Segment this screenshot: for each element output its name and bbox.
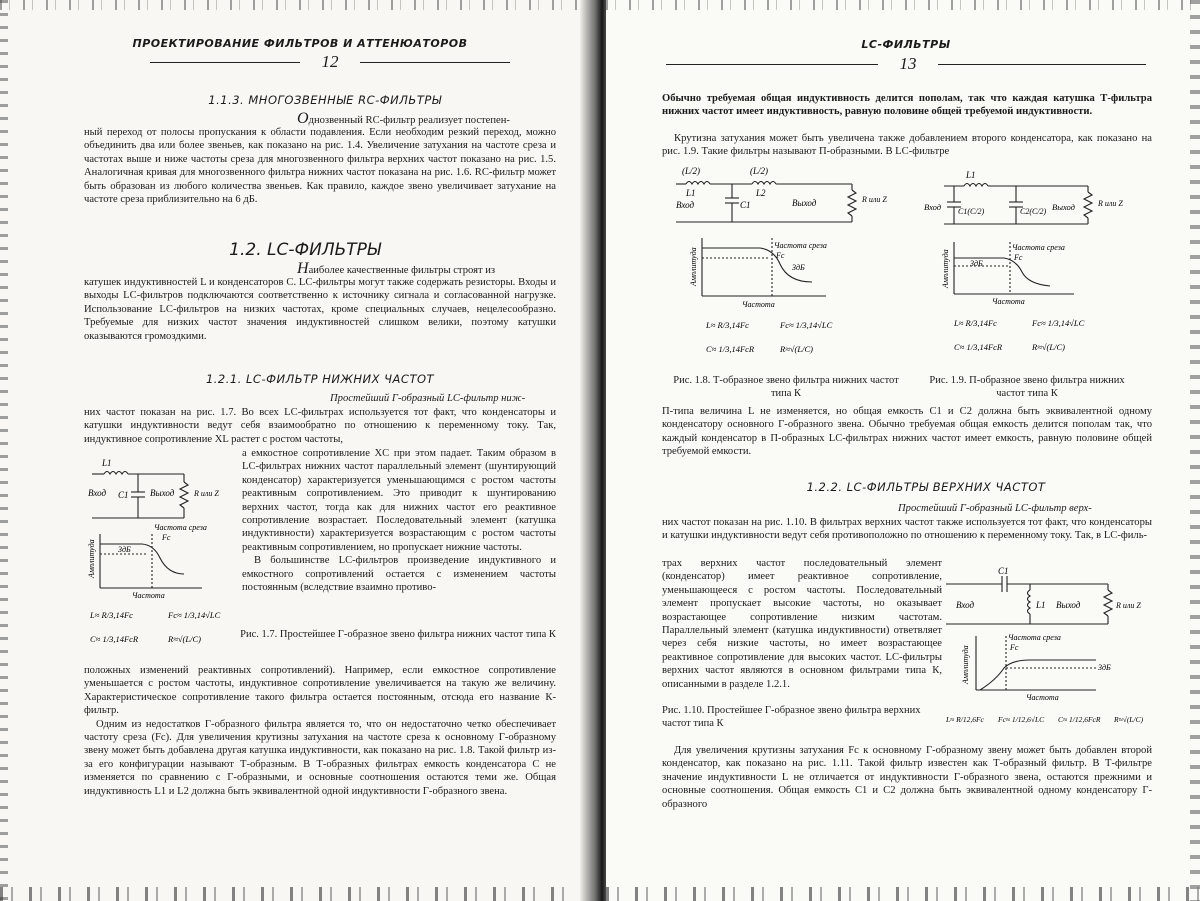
- paragraph-1-2: [84, 276, 556, 343]
- label-l1: L1: [966, 170, 976, 180]
- formula-r: R≈√(L/C): [1114, 715, 1144, 724]
- axis-amplitude: Амплитуда: [689, 247, 698, 286]
- label-output: Выход: [1056, 600, 1081, 610]
- label-3db: 3дБ: [1098, 663, 1111, 672]
- label-fc: Fc: [1014, 253, 1023, 262]
- label-input: Вход: [88, 488, 107, 498]
- caption-fig-1-9: Рис. 1.9. П-образное звено фильтра нижних частот типа К: [929, 375, 1125, 399]
- formula-l: L≈ R/3,14Fc: [706, 320, 749, 330]
- folio-row: [666, 56, 1146, 72]
- left-page: [0, 0, 598, 901]
- paragraph: [898, 502, 1152, 515]
- text-run: Обычно требуемая общая индуктивность делится пополам, так что каждая катушка Т-фильтра нижних частот имеет индуктивность, равную половине общей требуемой индуктивности.: [662, 93, 1152, 118]
- scan-edge-left: [0, 0, 8, 901]
- folio-rule: [938, 64, 1146, 65]
- label-c1: C1: [998, 566, 1009, 576]
- running-head: ПРОЕКТИРОВАНИЕ ФИЛЬТРОВ И АТТЕНЮАТОРОВ: [132, 37, 468, 50]
- formula-fc: Fc≈ 1/12,6√LC: [998, 715, 1045, 724]
- formula-r: R≈√(L/C): [1032, 342, 1065, 352]
- label-c1: C1: [740, 200, 751, 210]
- text-run: них частот показан на рис. 1.10. В фильтрах верхних частот также используется тот факт, что конденсаторы и катушки индуктивности ведут себя противоположно по отношению к переменному току. Так, в LC-филь-: [662, 517, 1152, 542]
- figure-1-8: [676, 162, 916, 377]
- section-heading-1-2-2: 1.2.2. LC-ФИЛЬТРЫ ВЕРХНИХ ЧАСТОТ: [806, 480, 1046, 494]
- text-run: положных изменений реактивных сопротивлений). Например, если емкостное сопротивление уменьшается с ростом частоты, индуктивное сопротивление увеличивается на такую же величину. Характеристическое сопротивление такого фильтра остается постоянным, отсюда его название К-фильтр.: [84, 665, 556, 717]
- text-run: катушек индуктивностей L и конденсаторов C. LC-фильтры могут также содержать резисторы. Входы и выходы LC-фильтров подключаются соответственно к источнику сигнала и согласованной нагрузке. Использование LC-фильтров на низких частотах, кроме специальных случаев, нецелесообразно. Требуемые для низких частот значения индуктивностей слишком велики, поэтому катушки оказываются громоздкими.: [84, 277, 556, 342]
- label-output: Выход: [1052, 202, 1075, 212]
- label-rz: R или Z: [1116, 601, 1141, 610]
- text-run: них частот показан на рис. 1.7. Во всех LC-фильтрах используется тот факт, что конденсаторы и катушки индуктивности ведут себя взаимообратно по отношению к переменному току. Так, индуктивное сопротивление XL растет с ростом частоты,: [84, 407, 556, 445]
- paragraph: [662, 405, 1152, 459]
- figure-1-7: [84, 446, 239, 666]
- formula-l: L≈ R/3,14Fc: [90, 610, 133, 620]
- highpass-response-curve: [976, 636, 1096, 690]
- text-run: П-типа величина L не изменяется, но общая емкость C1 и C2 должна быть эквивалентной одному конденсатору основного Г-образного звена. Обычно требуемая общая емкость делится пополам так, что каждый конденсатор в П-образных LC-фильтрах нижних частот имеет емкость, равную половине общей требуемой емкости.: [662, 406, 1152, 458]
- paragraph: [330, 392, 556, 405]
- label-l1: L1: [102, 458, 112, 468]
- section-heading-1-2: 1.2. LC-ФИЛЬТРЫ: [229, 240, 381, 260]
- caption-fig-1-7: Рис. 1.7. Простейшее Г-образное звено фильтра нижних частот типа К: [240, 629, 556, 640]
- paragraph-after-fig: [84, 664, 556, 798]
- label-l1: L1: [1036, 600, 1046, 610]
- formula-fc: Fc≈ 1/3,14√LC: [168, 610, 221, 620]
- formula-r: R≈√(L/C): [168, 634, 201, 644]
- text-run: аиболее качественные фильтры строят из: [308, 265, 496, 276]
- formula-fc: Fc≈ 1/3,14√LC: [780, 320, 833, 330]
- label-rz: R или Z: [862, 195, 887, 204]
- formula-l: L≈ R/3,14Fc: [954, 318, 997, 328]
- label-cutoff: Частота среза: [154, 523, 207, 532]
- folio-rule: [666, 64, 878, 65]
- label-fc: Fc: [776, 251, 785, 260]
- text-run: а емкостное сопротивление XC при этом падает. Таким образом в LC-фильтрах нижних частот параллельный элемент (шунтирующий конденсатор) характеризуется уменьшающимся с ростом частоты реактивным сопротивлением. Это приводит к шунтированию верхних частот, тогда как для нижних частот его реактивное сопротивление возрастает. Последовательный элемент (катушка индуктивности) характеризуется возрастающим с ростом частоты реактивным сопротивлением, но пропускает нижние частоты.: [242, 448, 556, 553]
- scan-edge-bottom: [606, 887, 1200, 901]
- formula-r: R≈√(L/C): [780, 344, 813, 354]
- label-cutoff: Частота среза: [1008, 633, 1061, 642]
- formula-c: C≈ 1/3,14FcR: [954, 342, 1003, 352]
- label-rz: R или Z: [194, 489, 219, 498]
- label-cutoff: Частота среза: [774, 241, 827, 250]
- axis-frequency: Частота: [1026, 693, 1059, 702]
- label-l-half: (L/2): [750, 166, 768, 176]
- axis-amplitude: Амплитуда: [961, 645, 970, 684]
- section-heading-1-2-1: 1.2.1. LC-ФИЛЬТР НИЖНИХ ЧАСТОТ: [205, 372, 435, 386]
- axis-frequency: Частота: [132, 591, 165, 600]
- scan-edge-top: [0, 0, 598, 10]
- page-number: 12: [321, 52, 339, 71]
- label-input: Вход: [676, 200, 695, 210]
- figure-1-10: [946, 566, 1156, 732]
- paragraph: [662, 744, 1152, 811]
- caption-fig-1-8: Рис. 1.8. Т-образное звено фильтра нижних частот типа К: [673, 375, 899, 399]
- figure-1-9: [924, 170, 1144, 370]
- folio-row: [150, 54, 510, 70]
- scan-edge-right: [1190, 0, 1200, 901]
- caption-fig-1-10: Рис. 1.10. Простейшее Г-образное звено фильтра верхних частот типа К: [662, 705, 921, 729]
- right-page: [606, 0, 1200, 901]
- formula-fc: Fc≈ 1/3,14√LC: [1032, 318, 1085, 328]
- text-run: Одним из недостатков Г-образного фильтра является то, что он недостаточно четко обеспечивает частоту среза (Fc). Для увеличения крутизны затухания на частоте среза к основному Г-образному звену может быть добавлена другая катушка индуктивности, как показано на рис. 1.8. Такой фильтр из-за его конфигурации называют Т-образным. В Т-образных фильтрах емкость конденсатора С не изменяется по сравнению с Г-образными, и основные соотношения остаются теми же. Общая индуктивность L1 и L2 должна быть эквивалентной одной индуктивности Г-образного звена.: [84, 718, 556, 797]
- axis-frequency: Частота: [992, 297, 1025, 306]
- label-l1: L1: [686, 188, 696, 198]
- page-number: 13: [899, 54, 917, 73]
- label-3db: 3дБ: [970, 259, 983, 268]
- section-heading-1-1-3: 1.1.3. МНОГОЗВЕННЫЕ RC-ФИЛЬТРЫ: [208, 93, 442, 107]
- lowpass-response-curve: [100, 534, 202, 588]
- paragraph-wrap: [662, 557, 942, 691]
- label-3db: 3дБ: [118, 545, 131, 554]
- label-l-half: (L/2): [682, 166, 700, 176]
- text-run: Для увеличения крутизны затухания Fc к основному Г-образному звену может быть добавлен второй конденсатор, как показано на рис. 1.11. Такой фильтр известен как Т-образный фильтр. В Т-фильтре значение индуктивности L не отличается от индуктивности Г-образного звена, остаются прежними и основные соотношения. Общая емкость C1 и C2 должна быть эквивалентной одному конденсатору Г-образного: [662, 745, 1152, 810]
- label-fc: Fc: [162, 533, 171, 542]
- axis-amplitude: Амплитуда: [941, 249, 950, 288]
- formula-l: L≈ R/12,6Fc: [946, 715, 984, 724]
- text-run: ный переход от полосы пропускания к области подавления. Если необходим резкий переход, можно объединить два или более звеньев, как показано на рис. 1.4. Увеличение затухания на частоте среза и частотах выше и ниже частоты среза для многозвенного фильтра верхних частот показано на рис. 1.5. Аналогичная кривая для многозвенного фильтра нижних частот показана на рис. 1.6. RC-фильтр может быть образован из любого количества звеньев. Как правило, каждое звено увеличивает затухание на частоте среза приблизительно на 6 дБ.: [84, 127, 556, 206]
- paragraph: [662, 92, 1152, 119]
- label-output: Выход: [150, 488, 175, 498]
- scan-edge-top: [606, 0, 1200, 10]
- drop-cap: О: [297, 110, 309, 127]
- label-l2: L2: [756, 188, 766, 198]
- formula-c: C≈ 1/3,14FcR: [90, 634, 139, 644]
- t-lowpass-schematic: [676, 182, 856, 223]
- label-c1: C1(C/2): [958, 207, 985, 216]
- formula-c: C≈ 1/3,14FcR: [706, 344, 755, 354]
- formula-c: C≈ 1/12,6FcR: [1058, 715, 1101, 724]
- label-rz: R или Z: [1098, 199, 1123, 208]
- text-run: В большинстве LC-фильтров произведение индуктивного и емкостного сопротивлений остается с изменением частоты постоянным (вследствие взаимно противо-: [242, 555, 556, 594]
- folio-rule: [150, 62, 300, 63]
- paragraph-1-2-2: [662, 516, 1152, 543]
- paragraph: [662, 132, 1152, 159]
- text-run: днозвенный RC-фильтр реализует постепен-: [308, 115, 510, 126]
- label-cutoff: Частота среза: [1012, 243, 1065, 252]
- drop-cap: Н: [297, 260, 309, 277]
- label-input: Вход: [956, 600, 975, 610]
- text-run: трах верхних частот последовательный элемент (конденсатор) имеет реактивное сопротивление, уменьшающееся с ростом частоты. Последовательный элемент пропускает высокие частоты, но оказывает возрастающее сопротивление низким частотам. Параллельный элемент (катушка индуктивности) ответвляет через себя низкие частоты, но имеет возрастающее реактивное сопротивление для высоких частот. LC-фильтры верхних частот являются в основном фильтрами типа К, описанными в разделе 1.2.1.: [662, 558, 942, 690]
- label-output: Выход: [792, 198, 817, 208]
- text-run: Крутизна затухания может быть увеличена также добавлением второго конденсатора, как показано на рис. 1.9. Такие фильтры называют П-образными. В LC-фильтре: [662, 133, 1152, 158]
- text-run: Простейший Г-образный LC-фильтр ниж-: [330, 393, 526, 404]
- label-c2: C2(C/2): [1020, 207, 1047, 216]
- label-c1: C1: [118, 490, 129, 500]
- text-run: Простейший Г-образный LC-фильтр верх-: [898, 503, 1092, 514]
- label-input: Вход: [924, 202, 942, 212]
- paragraph-wrap: [242, 447, 556, 594]
- label-fc: Fc: [1010, 643, 1019, 652]
- paragraph-1-2-1: [84, 406, 556, 446]
- axis-amplitude: Амплитуда: [87, 539, 96, 578]
- label-3db: 3дБ: [792, 263, 805, 272]
- paragraph-1-1-3: [84, 126, 556, 206]
- axis-frequency: Частота: [742, 300, 775, 309]
- scan-edge-bottom: [0, 887, 598, 901]
- folio-rule: [360, 62, 510, 63]
- running-head: LC-ФИЛЬТРЫ: [861, 38, 951, 51]
